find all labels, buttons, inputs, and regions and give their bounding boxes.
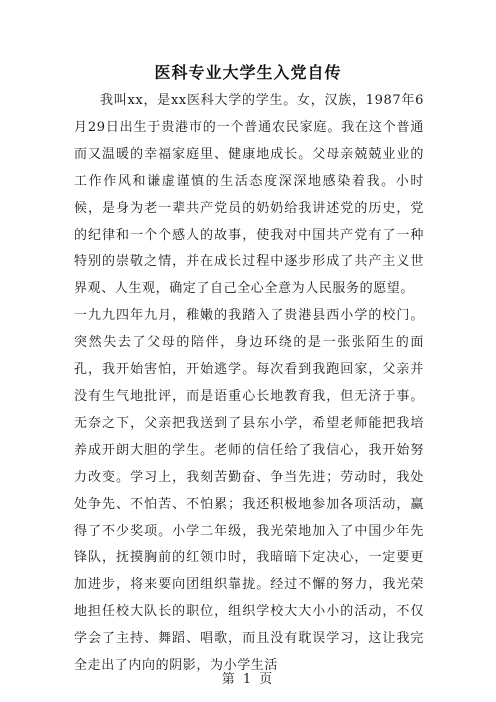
paragraph-2: 一九九四年九月，稚嫩的我踏入了贵港县西小学的校门。突然失去了父母的陪伴，身边环绕的是一张张陌生的面孔，我开始害怕，开始逃学。每次看到我跑回家，父亲并没有生气地批评，而是语重心长地教育我，但无济于事。无奈之下，父亲把我送到了县东小学，希望老师能把我培养成开朗大胆的学生。老师的信任给了我信心，我开始努力改变。学习上，我刻苦勤奋、争当先进；劳动时，我处处争先、不怕苦、不怕累；我还积极地参加各项活动，赢得了不少奖项。小学二年级，我光荣地加入了中国少年先锋队，抚摸胸前的红领巾时，我暗暗下定决心，一定要更加进步，将来要向团组织靠拢。经过不懈的努力，我光荣地担任校大队长的职位，组织学校大大小小的活动，不仅学会了主持、舞蹈、唱歌，而且没有耽误学习，这让我完全走出了内向的阴影，为小学生活 [74,308,424,674]
document-body [74,88,424,680]
page-number: 第 1 页 [221,672,275,687]
paragraph-1: 我叫xx，是xx医科大学的学生。女，汉族，1987年6月29日出生于贵港市的一个普通农民家庭。我在这个普通而又温暖的幸福家庭里、健康地成长。父母亲兢兢业业的工作作风和谦虚谨慎的生活态度深深地感染着我。小时候，是身为老一辈共产党员的奶奶给我讲述党的历史，党的纪律和一个个感人的故事，使我对中国共产党有了一种特别的崇敬之情，并在成长过程中逐步形成了共产主义世界观、人生观，确定了自己全心全意为人民服务的愿望。 [74,93,424,297]
document-title: 医科专业大学生入党自传 [154,63,342,82]
